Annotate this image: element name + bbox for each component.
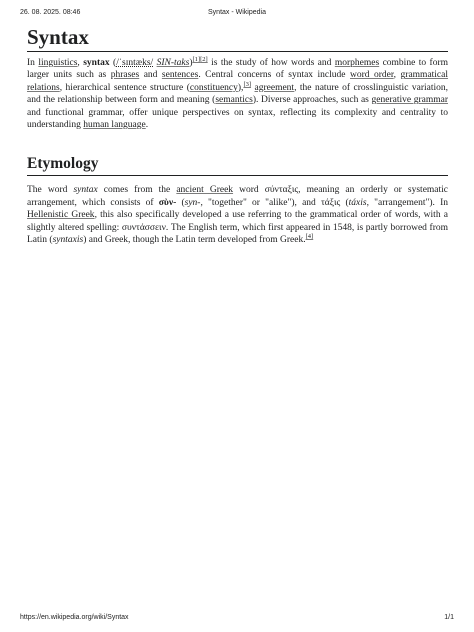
link-word-order[interactable]: word order (350, 70, 394, 81)
link-ancient-greek[interactable]: ancient Greek (176, 185, 234, 196)
text: , (77, 58, 84, 68)
etymology-paragraph (27, 184, 448, 246)
print-page-number: 1/1 (444, 614, 454, 621)
lead-paragraph (27, 57, 448, 131)
link-sentences[interactable]: sentences (161, 70, 199, 81)
italic-term: syntaxis (52, 235, 84, 246)
section-etymology (27, 154, 448, 246)
ipa-pronunciation[interactable]: /ˈsɪntæks/ (116, 58, 154, 68)
link-generative-grammar[interactable]: generative grammar (371, 95, 448, 106)
link-human-language[interactable]: human language (83, 120, 146, 131)
respelling[interactable]: SIN-taks (156, 58, 190, 68)
italic-term: syn- (184, 197, 201, 208)
link-agreement[interactable]: agreement (254, 82, 295, 93)
link-grammatical-relations[interactable]: grammatical relations (27, 70, 449, 93)
text: word σύνταξις, meaning an orderly or systematic arrangement, which consists of (27, 185, 449, 208)
text: , (393, 70, 401, 81)
text: . Central concerns of syntax include (198, 70, 350, 81)
text: ), (237, 82, 244, 93)
italic-term: táxis (348, 197, 367, 208)
text: ) (189, 58, 193, 68)
link-constituency[interactable]: constituency (189, 82, 238, 93)
article-content (27, 24, 448, 246)
text: , the nature of crosslinguistic variation, and the relationship between form and meaning ( (27, 82, 449, 106)
text: , "together" or "alike"), and τάξις ( (200, 197, 349, 208)
link-semantics[interactable]: semantics (215, 95, 253, 106)
text: . (145, 120, 149, 131)
text: , this also specifically developed a use referring to the grammatical order of words, with a slightly altered spelling: συντάσσειν. The English term, which first appeared in 1548, is partly borrowed from Latin ( (27, 210, 448, 246)
citation-2[interactable]: [2] (200, 55, 208, 63)
text: ) and Greek, though the Latin term developed from Greek. (83, 235, 306, 246)
text: ). Diverse approaches, such as (252, 95, 372, 106)
text: and (139, 70, 162, 81)
text: and functional grammar, offer unique perspectives on syntax, reflecting its complexity and centrality to understanding (27, 107, 448, 131)
section-heading-etymology: Etymology (27, 154, 448, 176)
link-morphemes[interactable]: morphemes (334, 58, 380, 68)
print-date: 26. 08. 2025. 08:46 (20, 9, 81, 16)
term-syntax: syntax (83, 58, 110, 68)
print-url: https://en.wikipedia.org/wiki/Syntax (20, 614, 129, 621)
citation-4[interactable]: [4] (305, 232, 314, 240)
link-hellenistic-greek[interactable]: Hellenistic Greek (27, 210, 95, 221)
citation-3[interactable]: [3] (243, 80, 252, 88)
citation-1[interactable]: [1] (192, 55, 201, 63)
print-title: Syntax - Wikipedia (208, 9, 266, 16)
link-linguistics[interactable]: linguistics (38, 58, 78, 68)
text: comes from the (97, 185, 177, 196)
bold-term: σὺν- (158, 197, 177, 208)
italic-term: syntax (73, 185, 98, 196)
text: ( (109, 58, 117, 68)
text: is the study of how words and (207, 58, 335, 68)
text: In (27, 58, 39, 68)
text: , hierarchical sentence structure ( (59, 82, 190, 93)
text: ( (176, 197, 185, 208)
text: The word (27, 185, 74, 196)
page-title: Syntax (27, 24, 448, 52)
link-phrases[interactable]: phrases (110, 70, 140, 81)
text: , "arrangement"). In (366, 197, 448, 208)
text: combine to form larger units such as (27, 58, 448, 81)
